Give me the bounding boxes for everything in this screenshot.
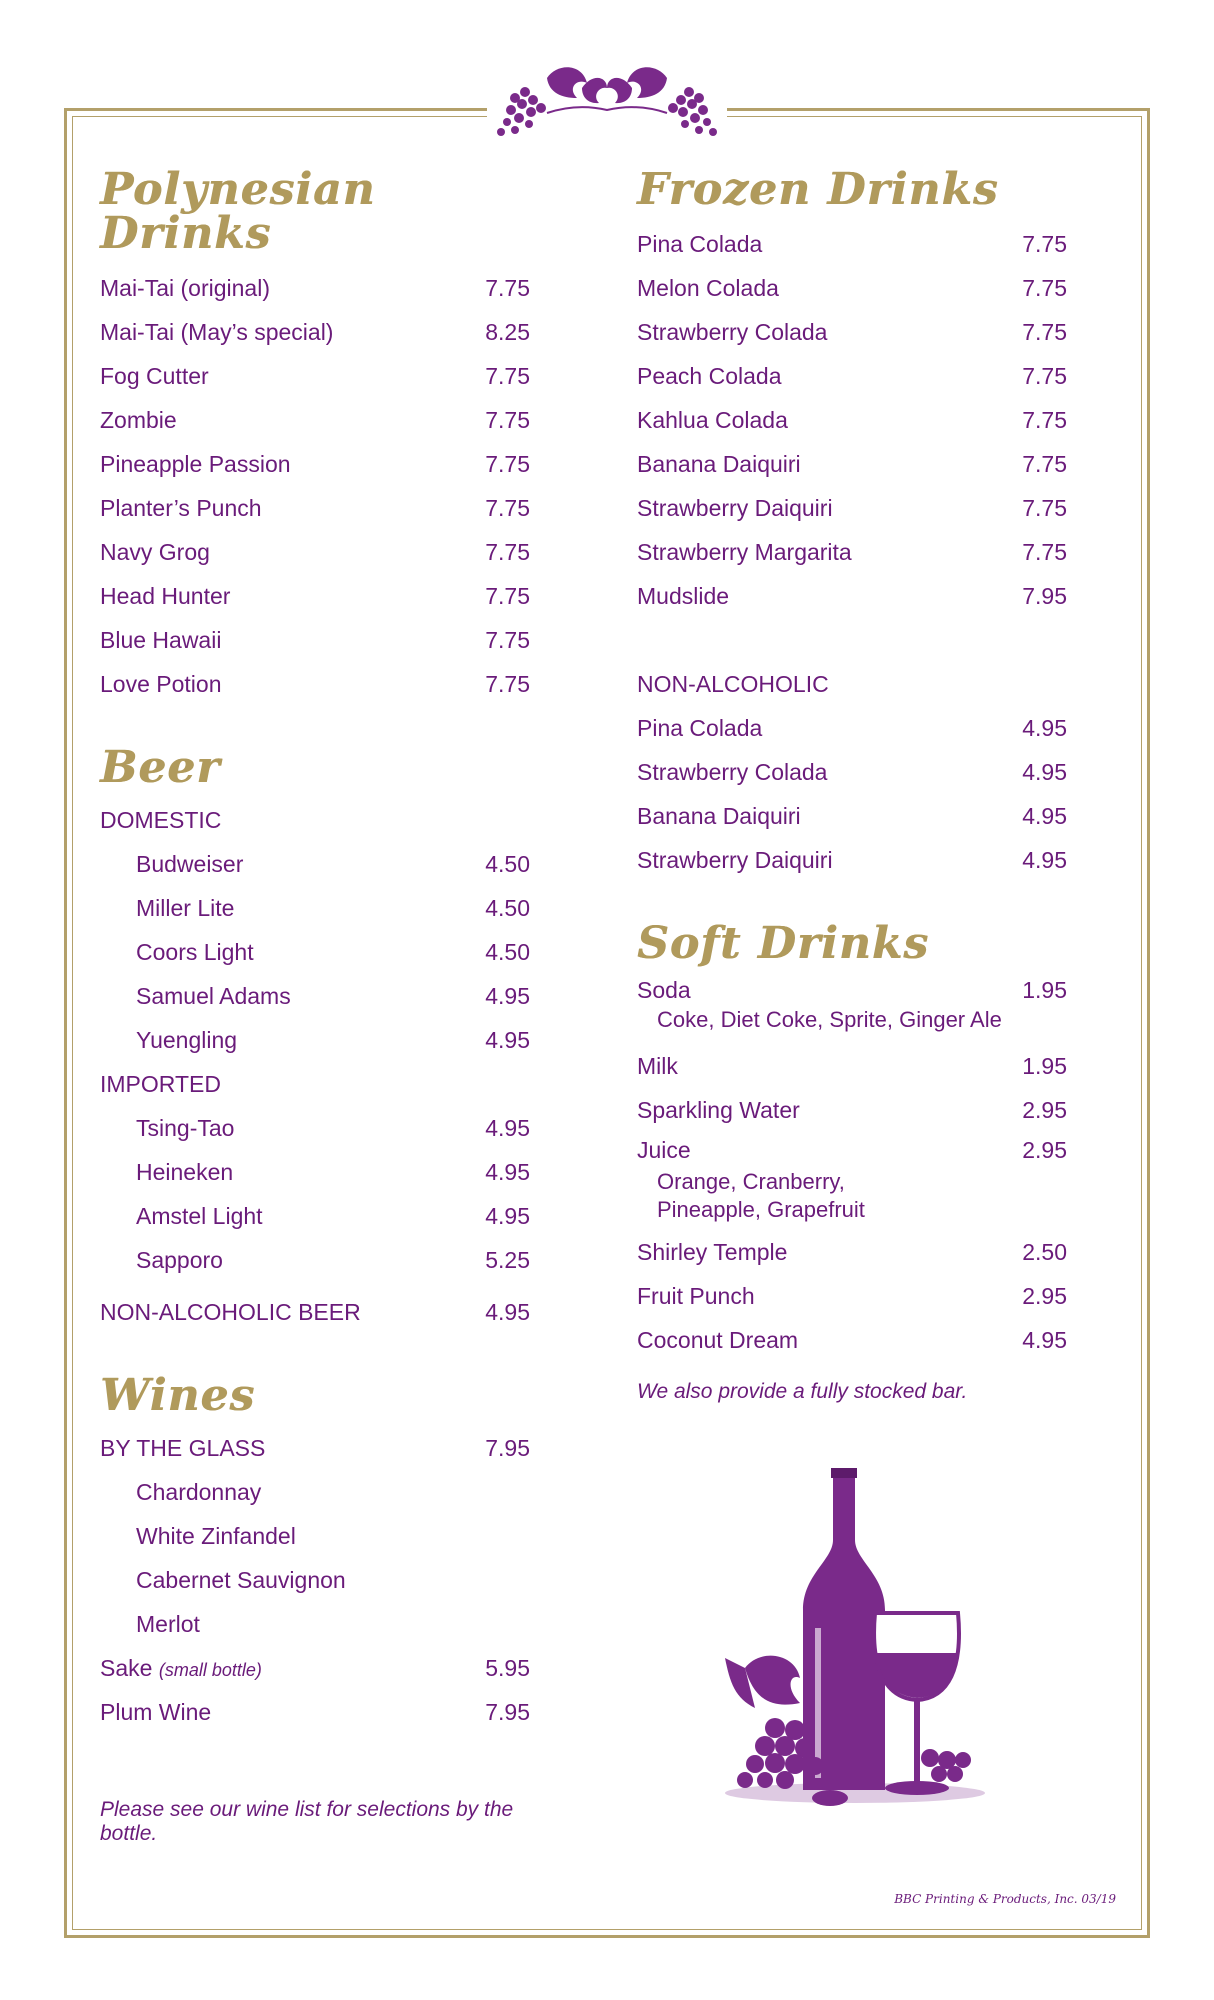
- menu-item: [100, 1018, 530, 1062]
- item-price: 7.75: [485, 583, 530, 609]
- item-name: Mai-Tai (May’s special): [100, 319, 334, 345]
- menu-item: [637, 1044, 1067, 1088]
- item-price: 2.95: [1022, 1097, 1067, 1123]
- menu-item: [100, 310, 530, 354]
- menu-item: [637, 1230, 1067, 1274]
- item-name: Pineapple Passion: [100, 451, 291, 477]
- beer-heading: Beer: [100, 742, 221, 793]
- item-price: 7.75: [485, 451, 530, 477]
- domestic-label: DOMESTIC: [100, 807, 222, 833]
- item-name: Miller Lite: [136, 895, 235, 921]
- menu-item: [637, 794, 1067, 838]
- soft-drinks-heading: Soft Drinks: [637, 918, 929, 969]
- item-price: 4.95: [1022, 715, 1067, 741]
- item-price: 7.75: [485, 275, 530, 301]
- item-name: Merlot: [136, 1611, 200, 1637]
- wine-bottle-glass-illustration: [705, 1468, 995, 1813]
- item-name: Coors Light: [136, 939, 254, 965]
- item-price: 4.50: [485, 851, 530, 877]
- menu-item: [637, 486, 1067, 530]
- item-name: Sapporo: [136, 1247, 223, 1273]
- item-price: 7.75: [1022, 231, 1067, 257]
- menu-item: [100, 886, 530, 930]
- item-name: Melon Colada: [637, 275, 779, 301]
- item-price: 4.95: [485, 983, 530, 1009]
- item-name: Love Potion: [100, 671, 222, 697]
- wine-variety: [100, 1602, 530, 1646]
- item-name: White Zinfandel: [136, 1523, 296, 1549]
- menu-item: [637, 838, 1067, 882]
- polynesian-list: [100, 266, 530, 706]
- wines-heading: Wines: [100, 1370, 256, 1421]
- frozen-heading: Frozen Drinks: [637, 164, 999, 215]
- menu-item: [100, 1238, 530, 1282]
- item-name: Chardonnay: [136, 1479, 262, 1505]
- item-price: 2.50: [1022, 1239, 1067, 1265]
- item-name: Mudslide: [637, 583, 730, 609]
- menu-item: [637, 442, 1067, 486]
- item-description: Coke, Diet Coke, Sprite, Ginger Ale: [657, 1007, 1002, 1032]
- item-price: 7.75: [1022, 319, 1067, 345]
- item-name: Sake: [100, 1655, 153, 1681]
- menu-item: [637, 1088, 1067, 1132]
- menu-item: [100, 1150, 530, 1194]
- item-price: 4.95: [485, 1027, 530, 1053]
- item-name-group: [100, 1646, 262, 1692]
- item-price: 7.75: [485, 407, 530, 433]
- item-price: 7.75: [485, 627, 530, 653]
- item-name: Sparkling Water: [637, 1097, 800, 1123]
- item-name: Yuengling: [136, 1027, 238, 1053]
- menu-item: [637, 974, 1067, 1006]
- item-name: Strawberry Colada: [637, 759, 828, 785]
- item-price: 7.95: [1022, 583, 1067, 609]
- item-price: 7.75: [485, 363, 530, 389]
- item-name: Planter’s Punch: [100, 495, 262, 521]
- item-name: Coconut Dream: [637, 1327, 799, 1353]
- item-price: 7.75: [485, 495, 530, 521]
- item-name: Samuel Adams: [136, 983, 291, 1009]
- item-name: Tsing-Tao: [136, 1115, 235, 1141]
- menu-item: [637, 310, 1067, 354]
- menu-item: [637, 1274, 1067, 1318]
- item-price: 5.95: [485, 1655, 530, 1681]
- item-price: 7.75: [1022, 275, 1067, 301]
- item-name: Cabernet Sauvignon: [136, 1567, 346, 1593]
- item-name: Pina Colada: [637, 715, 763, 741]
- menu-item: [100, 442, 530, 486]
- item-name: Banana Daiquiri: [637, 803, 801, 829]
- item-name: Zombie: [100, 407, 177, 433]
- item-name: Head Hunter: [100, 583, 231, 609]
- menu-item: [100, 618, 530, 662]
- item-name: Heineken: [136, 1159, 234, 1185]
- item-price: 4.95: [1022, 847, 1067, 873]
- menu-item: [637, 574, 1067, 618]
- imported-label: IMPORTED: [100, 1071, 221, 1097]
- menu-item: [100, 1426, 530, 1470]
- item-price: 4.50: [485, 939, 530, 965]
- menu-item: [100, 1646, 530, 1690]
- item-name: Plum Wine: [100, 1699, 212, 1725]
- item-price: 8.25: [485, 319, 530, 345]
- item-price: 7.75: [485, 671, 530, 697]
- item-price: 4.95: [485, 1299, 530, 1325]
- menu-item: [637, 398, 1067, 442]
- menu-item: [637, 530, 1067, 574]
- item-price: 7.75: [1022, 407, 1067, 433]
- wine-variety: [100, 1558, 530, 1602]
- wine-variety: [100, 1470, 530, 1514]
- wine-variety: [100, 1514, 530, 1558]
- menu-item: [100, 574, 530, 618]
- item-name: Juice: [637, 1137, 691, 1163]
- item-price: 4.95: [1022, 759, 1067, 785]
- item-price: 7.75: [1022, 451, 1067, 477]
- menu-item: [100, 1690, 530, 1734]
- item-name: Amstel Light: [136, 1203, 263, 1229]
- item-description: Pineapple, Grapefruit: [657, 1197, 865, 1222]
- grape-vine-ornament: [487, 58, 727, 148]
- menu-item: [100, 486, 530, 530]
- menu-item: [100, 1194, 530, 1238]
- menu-item: [637, 1132, 1067, 1168]
- item-name: Banana Daiquiri: [637, 451, 801, 477]
- polynesian-heading: Polynesian Drinks: [100, 164, 376, 259]
- item-name: Navy Grog: [100, 539, 210, 565]
- menu-item: [100, 354, 530, 398]
- item-name: NON-ALCOHOLIC BEER: [100, 1299, 361, 1325]
- item-price: 7.75: [1022, 363, 1067, 389]
- item-price: 7.75: [485, 539, 530, 565]
- menu-item: [100, 1106, 530, 1150]
- menu-item: [100, 266, 530, 310]
- menu-item: [637, 1318, 1067, 1362]
- menu-item: [637, 706, 1067, 750]
- item-price: 7.75: [1022, 539, 1067, 565]
- left-column: [100, 164, 530, 1846]
- item-price: 7.75: [1022, 495, 1067, 521]
- non-alcoholic-label: NON-ALCOHOLIC: [637, 671, 829, 697]
- bar-footnote: We also provide a fully stocked bar.: [637, 1380, 968, 1403]
- menu-item: [637, 354, 1067, 398]
- item-name: Kahlua Colada: [637, 407, 788, 433]
- right-column: [637, 164, 1067, 1404]
- item-name: Strawberry Daiquiri: [637, 495, 833, 521]
- item-name: Fruit Punch: [637, 1283, 755, 1309]
- item-price: 2.95: [1022, 1137, 1067, 1163]
- item-name: Strawberry Margarita: [637, 539, 852, 565]
- item-name: Milk: [637, 1053, 678, 1079]
- menu-item: [100, 1290, 530, 1334]
- item-name: Peach Colada: [637, 363, 782, 389]
- item-price: 1.95: [1022, 977, 1067, 1003]
- wine-footnote: Please see our wine list for selections by the bottle.: [100, 1798, 514, 1845]
- menu-item: [100, 530, 530, 574]
- item-price: 4.95: [485, 1159, 530, 1185]
- menu-item: [100, 930, 530, 974]
- menu-item: [637, 222, 1067, 266]
- menu-item: [100, 842, 530, 886]
- item-price: 4.95: [485, 1203, 530, 1229]
- item-price: 1.95: [1022, 1053, 1067, 1079]
- item-name: Shirley Temple: [637, 1239, 788, 1265]
- item-name: Pina Colada: [637, 231, 763, 257]
- item-name: Strawberry Daiquiri: [637, 847, 833, 873]
- item-name: Budweiser: [136, 851, 244, 877]
- menu-item: [100, 974, 530, 1018]
- item-name: BY THE GLASS: [100, 1435, 266, 1461]
- item-price: 4.50: [485, 895, 530, 921]
- menu-item: [100, 398, 530, 442]
- item-name: Soda: [637, 977, 691, 1003]
- printer-credit: BBC Printing & Products, Inc. 03/19: [894, 1892, 1116, 1906]
- menu-item: [100, 662, 530, 706]
- item-name: Strawberry Colada: [637, 319, 828, 345]
- item-price: 7.95: [485, 1435, 530, 1461]
- item-price: 2.95: [1022, 1283, 1067, 1309]
- item-name: Fog Cutter: [100, 363, 209, 389]
- item-price: 7.95: [485, 1699, 530, 1725]
- item-price: 5.25: [485, 1247, 530, 1273]
- item-description: Orange, Cranberry,: [657, 1169, 845, 1194]
- item-name: Blue Hawaii: [100, 627, 222, 653]
- menu-item: [637, 266, 1067, 310]
- item-name: Mai-Tai (original): [100, 275, 270, 301]
- menu-item: [637, 750, 1067, 794]
- item-note: (small bottle): [158, 1660, 262, 1680]
- item-price: 4.95: [1022, 803, 1067, 829]
- item-price: 4.95: [1022, 1327, 1067, 1353]
- item-price: 4.95: [485, 1115, 530, 1141]
